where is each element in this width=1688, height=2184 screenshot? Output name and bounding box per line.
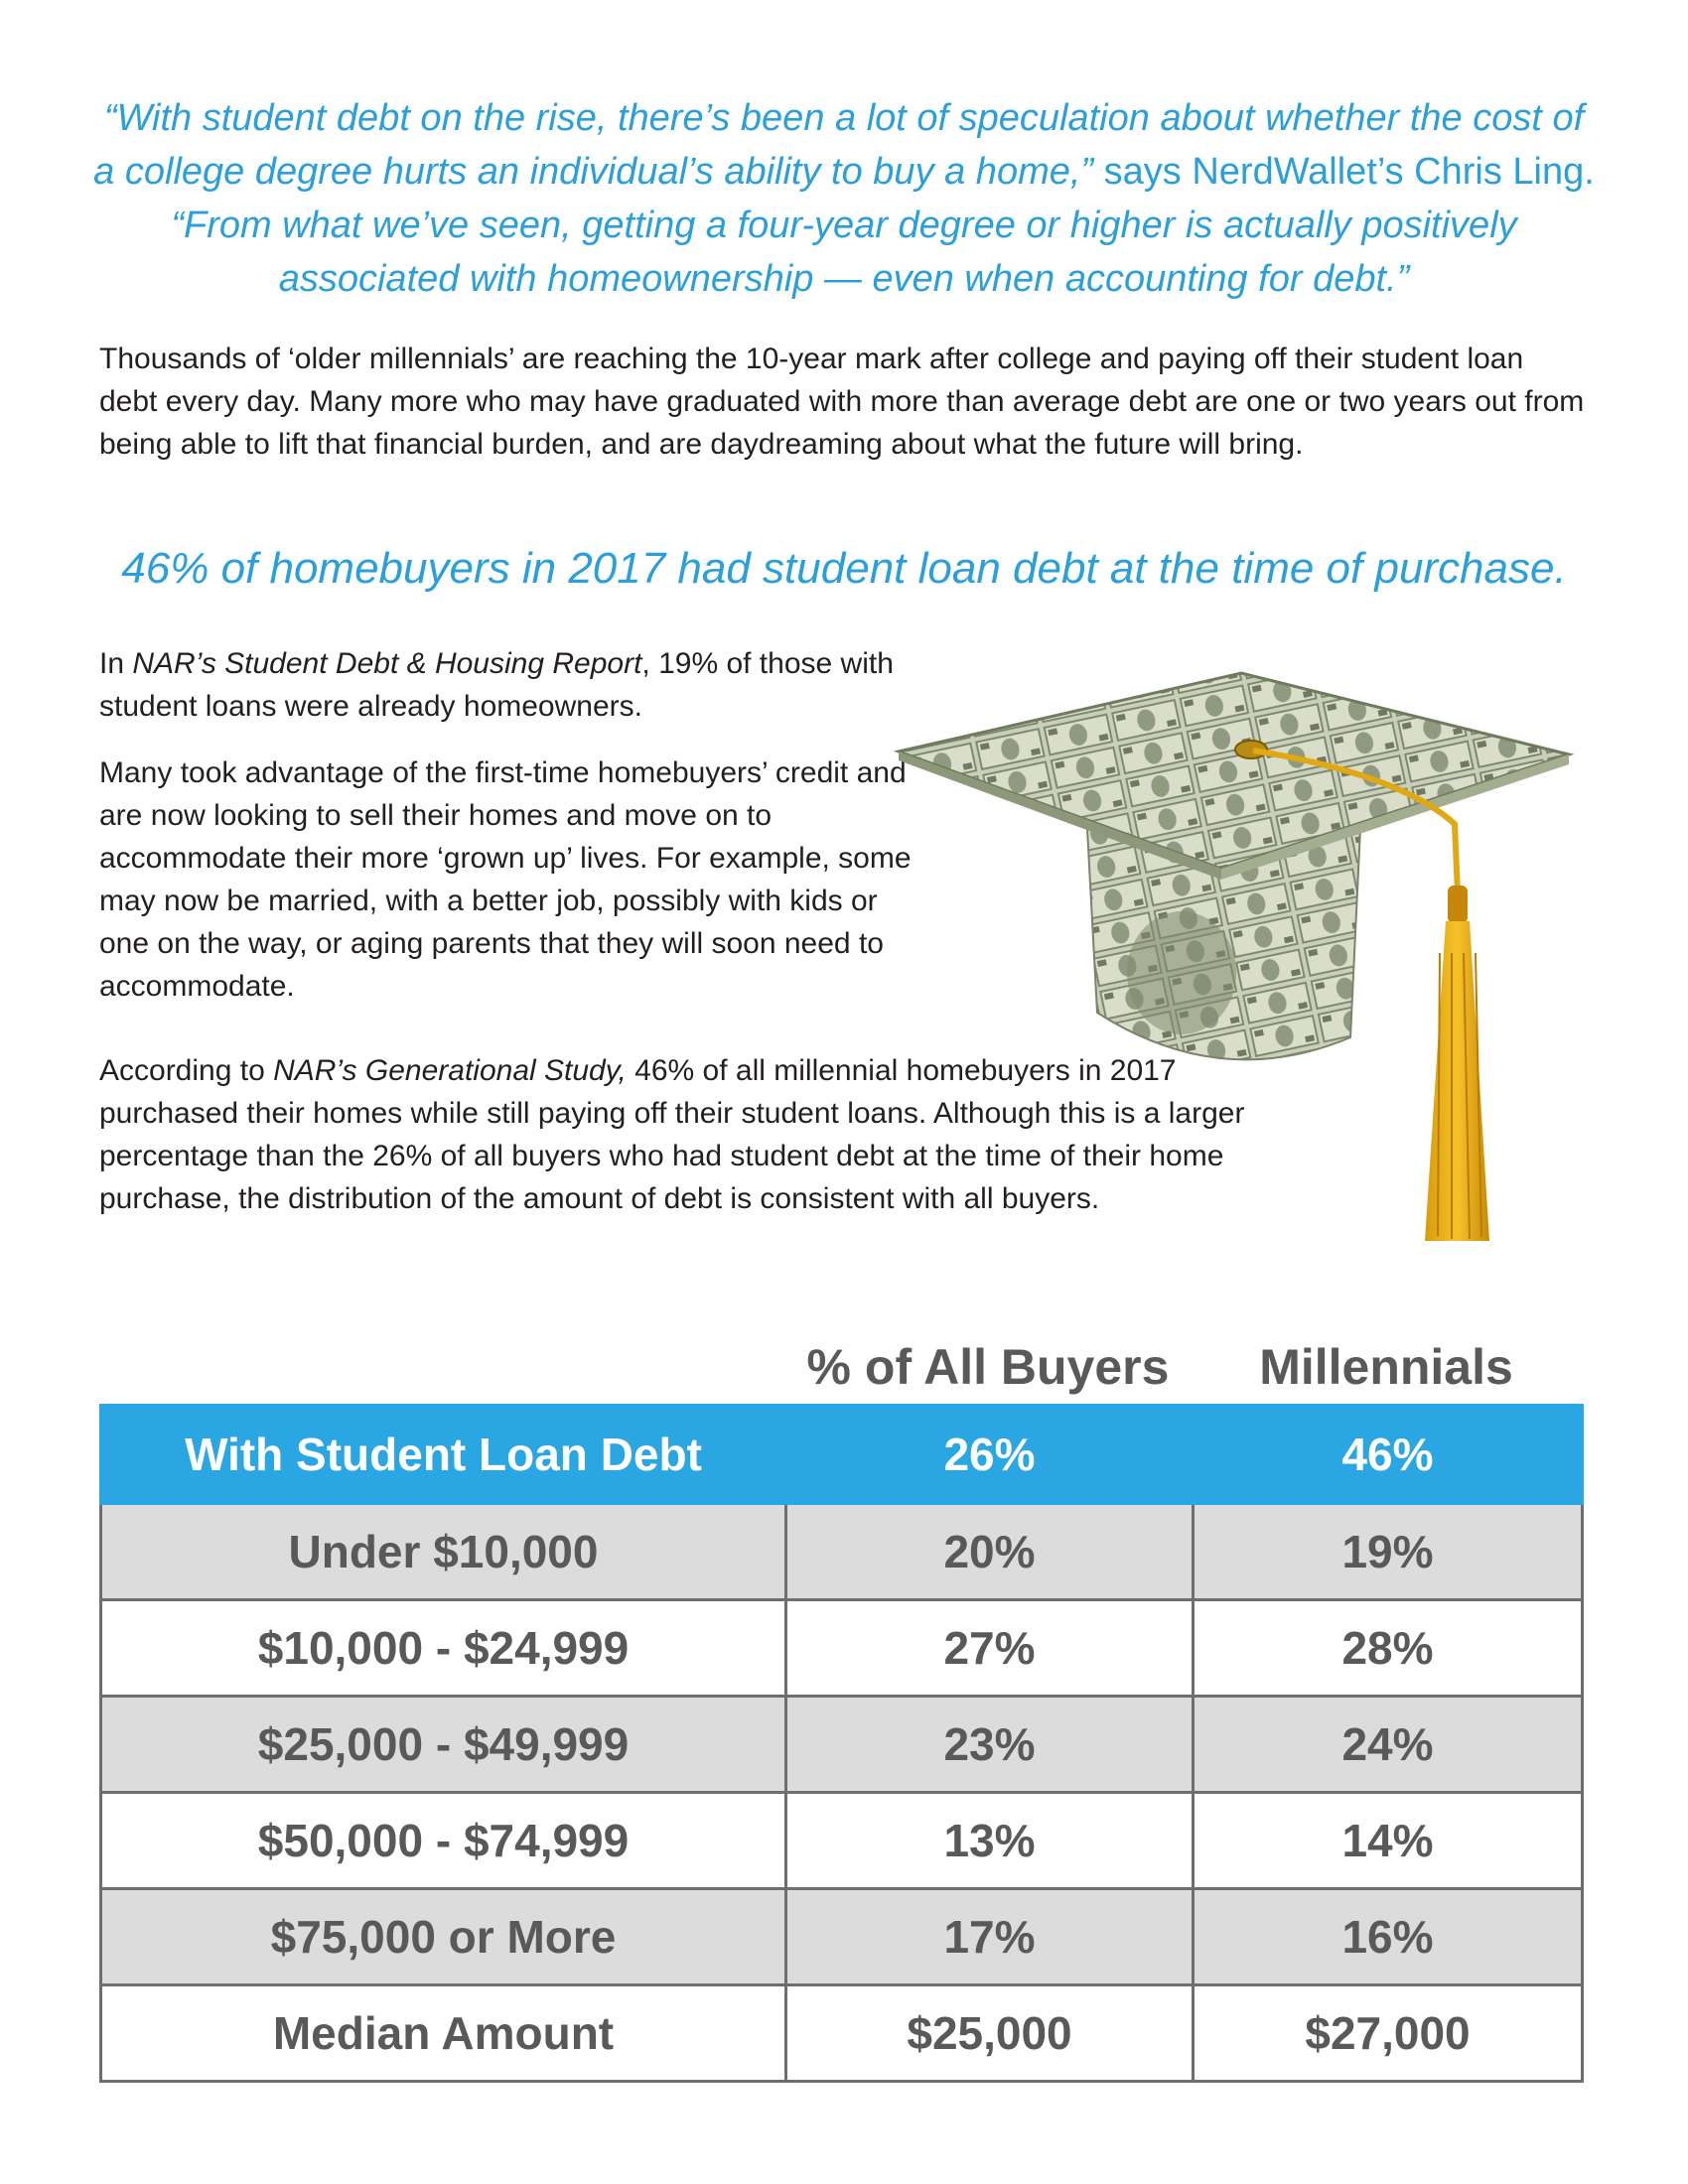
study-paragraph-lead: According to	[99, 1054, 274, 1087]
table-row	[101, 1985, 1583, 2082]
all-buyers-value: 26%	[786, 1406, 1194, 1504]
row-label: Median Amount	[101, 1985, 786, 2082]
column-header-all-buyers: % of All Buyers	[806, 1339, 1170, 1395]
table-row	[101, 1504, 1583, 1600]
homebuyers-credit-paragraph: Many took advantage of the first-time homebuyers’ credit and are now looking to sell their homes and move on to accommodate their more ‘grown up’ lives. For example, some may now be married, with a better job, possibly with kids or one on the way, or aging parents that they will soon need to accommodate.	[99, 756, 912, 1003]
all-buyers-value: 27%	[786, 1600, 1194, 1697]
report-paragraph-rest: , 19% of those with student loans were already homeowners.	[99, 647, 894, 723]
millennials-value: $27,000	[1194, 1985, 1583, 2082]
table-row	[101, 1793, 1583, 1889]
quote-part-2: “From what we’ve seen, getting a four-year degree or higher is actually positively associated with homeownership — even when accounting for debt.”	[171, 205, 1517, 300]
all-buyers-value: $25,000	[786, 1985, 1194, 2082]
report-paragraph	[99, 642, 894, 728]
table-row	[101, 1697, 1583, 1793]
row-label: $10,000 - $24,999	[101, 1600, 786, 1697]
row-label: $75,000 or More	[101, 1889, 786, 1985]
money-graduation-cap-icon	[884, 655, 1579, 1251]
row-label: $25,000 - $49,999	[101, 1697, 786, 1793]
table-header-row	[101, 1406, 1583, 1504]
all-buyers-value: 13%	[786, 1793, 1194, 1889]
study-paragraph-rest: 46% of all millennial homebuyers in 2017 purchased their homes while still paying off their student loans. Although this is a larger percentage than the 26% of all buyers who had student debt at the time of their home purchase, the distribution of the amount of debt is consistent with all buyers.	[99, 1054, 1245, 1215]
row-label: With Student Loan Debt	[101, 1406, 786, 1504]
all-buyers-value: 23%	[786, 1697, 1194, 1793]
intro-paragraph: Thousands of ‘older millennials’ are reaching the 10-year mark after college and paying off their student loan debt every day. Many more who may have graduated with more than average debt are one or two years out from being able to lift that financial burden, and are daydreaming about what the future will bring.	[99, 342, 1585, 461]
column-header-millennials: Millennials	[1259, 1339, 1513, 1395]
pull-quote	[91, 91, 1597, 306]
millennials-value: 24%	[1194, 1697, 1583, 1793]
study-title: NAR’s Generational Study,	[273, 1054, 627, 1087]
row-label: Under $10,000	[101, 1504, 786, 1600]
report-paragraph-lead: In	[99, 647, 133, 680]
student-debt-table	[99, 1404, 1584, 2083]
table-row	[101, 1600, 1583, 1697]
quote-attribution: says NerdWallet’s Chris Ling.	[1093, 151, 1595, 193]
row-label: $50,000 - $74,999	[101, 1793, 786, 1889]
all-buyers-value: 17%	[786, 1889, 1194, 1985]
quote-part-1: “With student debt on the rise, there’s been a lot of speculation about whether the cost of a college degree hurts an individual’s ability to buy a home,”	[93, 97, 1585, 193]
millennials-value: 16%	[1194, 1889, 1583, 1985]
table-row	[101, 1889, 1583, 1985]
millennials-value: 19%	[1194, 1504, 1583, 1600]
millennials-value: 14%	[1194, 1793, 1583, 1889]
report-title: NAR’s Student Debt & Housing Report	[132, 647, 642, 680]
millennials-value: 28%	[1194, 1600, 1583, 1697]
all-buyers-value: 20%	[786, 1504, 1194, 1600]
millennials-value: 46%	[1194, 1406, 1583, 1504]
stat-headline: 46% of homebuyers in 2017 had student loan debt at the time of purchase.	[121, 544, 1567, 593]
